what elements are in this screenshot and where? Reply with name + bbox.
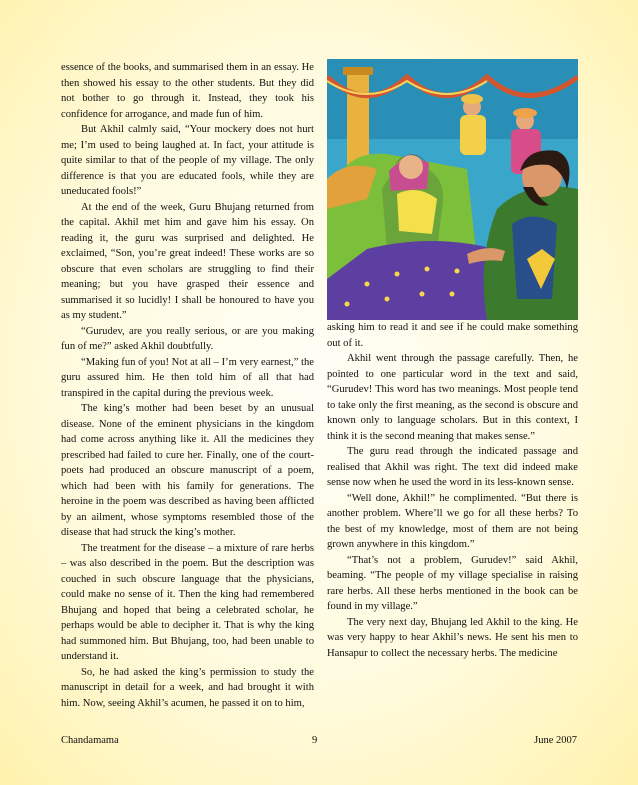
- left-text-column: [61, 60, 314, 711]
- paragraph: asking him to read it and see if he could make something out of it.: [327, 322, 578, 349]
- footer-page-number: 9: [312, 735, 318, 746]
- paragraph: So, he had asked the king’s permission to study the manuscript in detail for a week, and had brought it with him. Now, seeing Akhil’s acumen, he passed it on to him,: [61, 666, 314, 709]
- paragraph: Akhil went through the passage carefully. Then, he pointed to one particular word in the text and said, “Gurudev! This word has two meanings. Most people tend to take only the first meaning, as the second is obscure and known only to language scholars. But in this context, I think it is the second meaning that makes sense.”: [327, 353, 578, 442]
- paragraph: The treatment for the disease – a mixture of rare herbs – was also described in the poem. But the description was couched in such obscure language that the physicians, could make no sense of it. Then the king had remembered Bhujang and hoped that being a celebrated scholar, he perhaps would be able to decipher it. That is why the king had summoned him. But Bhujang, too, had been unable to understand it.: [61, 542, 314, 662]
- paragraph: “Well done, Akhil!” he complimented. “But there is another problem. Where’ll we go for all these herbs? To the best of my knowledge, most of them are not being grown anywhere in this kingdom.”: [327, 492, 578, 550]
- right-text-column: [327, 320, 578, 661]
- paragraph: But Akhil calmly said, “Your mockery does not hurt me; I’m used to being laughed at. In fact, your attitude is quite similar to that of the people of my village. The only difference is that you are educated fools, while they are uneducated fools!”: [61, 124, 314, 197]
- footer-issue-date: June 2007: [534, 735, 577, 746]
- footer-magazine-name: Chandamama: [61, 735, 119, 746]
- paragraph: “That’s not a problem, Gurudev!” said Akhil, beaming. “The people of my village specialise in raising rare herbs. All these herbs mentioned in the book can be found in my village.”: [327, 554, 578, 612]
- paragraph: The very next day, Bhujang led Akhil to the king. He was very happy to hear Akhil’s news. He sent his men to Hansapur to collect the necessary herbs. The medicine: [327, 616, 578, 659]
- paragraph: “Gurudev, are you really serious, or are you making fun of me?” asked Akhil doubtfully.: [61, 325, 314, 352]
- paragraph: The king’s mother had been beset by an unusual disease. None of the eminent physicians in the kingdom had come across anything like it. All the medicines they prescribed had failed to cure her. Finally, one of the court-poets had produced an obscure manuscript of a poem, which had been with his family for generations. The heroine in the poem was described as having been afflicted by an ailment, whose symptoms resembled those of the disease that had struck the king’s mother.: [61, 403, 314, 538]
- paragraph: essence of the books, and summarised them in an essay. He then showed his essay to the other students. But they did not bother to go through it. Instead, they took his confidence for arrogance, and made fun of him.: [61, 62, 314, 120]
- paragraph: At the end of the week, Guru Bhujang returned from the capital. Akhil met him and gave him his essay. On reading it, the guru was surprised and delighted. He exclaimed, “Son, you’re great indeed! These works are so obscure that even scholars are struggling to find their meaning; but you have grasped their essence and summarised it so lucidly! I shall be honoured to have you as my student.”: [61, 201, 314, 321]
- story-illustration: [327, 59, 578, 320]
- paragraph: The guru read through the indicated passage and realised that Akhil was right. The text did indeed make sense now when he used the word in its less-known sense.: [327, 446, 578, 488]
- paragraph: “Making fun of you! Not at all – I’m very earnest,” the guru assured him. He then told him of all that had transpired in the capital during the previous week.: [61, 356, 314, 399]
- illustration-image: [327, 59, 578, 320]
